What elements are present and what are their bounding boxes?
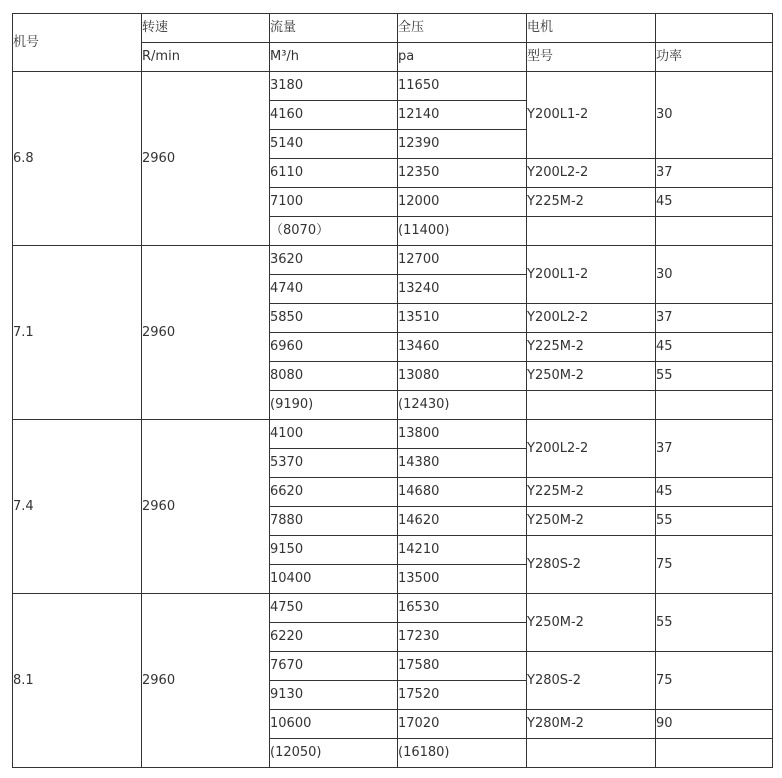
motor-model-cell: Y200L2-2 [527,420,656,478]
machine-no-cell: 7.4 [13,420,142,594]
motor-model-cell [527,391,656,420]
header-pressure-unit: pa [398,43,527,72]
motor-power-cell [656,739,773,768]
motor-power-cell: 55 [656,594,773,652]
motor-model-cell: Y280M-2 [527,710,656,739]
pressure-cell: 12140 [398,101,527,130]
flow-cell: 9130 [270,681,398,710]
table-row [13,420,773,449]
flow-cell: 4740 [270,275,398,304]
pressure-cell: (11400) [398,217,527,246]
header-flow-title: 流量 [270,14,398,43]
pressure-cell: 14210 [398,536,527,565]
motor-model-cell: Y200L1-2 [527,246,656,304]
motor-power-cell: 37 [656,159,773,188]
flow-cell: 6960 [270,333,398,362]
flow-cell: 4750 [270,594,398,623]
pressure-cell: 12350 [398,159,527,188]
pressure-cell: 13800 [398,420,527,449]
flow-cell: 3180 [270,72,398,101]
flow-cell: (9190) [270,391,398,420]
header-motor-title: 电机 [527,14,656,43]
table-body [13,14,773,768]
motor-power-cell: 45 [656,188,773,217]
speed-cell: 2960 [142,72,270,246]
fan-spec-table [12,13,773,768]
header-model-label: 型号 [527,43,656,72]
pressure-cell: (12430) [398,391,527,420]
header-flow-unit: M³/h [270,43,398,72]
motor-model-cell: Y280S-2 [527,652,656,710]
motor-power-cell: 30 [656,246,773,304]
motor-power-cell: 75 [656,652,773,710]
header-speed-title: 转速 [142,14,270,43]
pressure-cell: 13240 [398,275,527,304]
motor-power-cell: 55 [656,362,773,391]
flow-cell: 10400 [270,565,398,594]
flow-cell: 4160 [270,101,398,130]
flow-cell: 6220 [270,623,398,652]
pressure-cell: 14380 [398,449,527,478]
pressure-cell: 13500 [398,565,527,594]
motor-power-cell: 55 [656,507,773,536]
motor-model-cell: Y280S-2 [527,536,656,594]
header-motor-blank [656,14,773,43]
flow-cell: 6110 [270,159,398,188]
table-row [13,72,773,101]
pressure-cell: (16180) [398,739,527,768]
motor-model-cell [527,217,656,246]
pressure-cell: 13460 [398,333,527,362]
flow-cell: 5850 [270,304,398,333]
pressure-cell: 17230 [398,623,527,652]
flow-cell: 9150 [270,536,398,565]
flow-cell: (12050) [270,739,398,768]
motor-power-cell: 75 [656,536,773,594]
speed-cell: 2960 [142,594,270,768]
flow-cell: 7100 [270,188,398,217]
flow-cell: 7670 [270,652,398,681]
machine-no-cell: 7.1 [13,246,142,420]
motor-power-cell [656,217,773,246]
flow-cell: 10600 [270,710,398,739]
speed-cell: 2960 [142,420,270,594]
header-machine-no: 机号 [13,14,142,72]
machine-no-cell: 6.8 [13,72,142,246]
pressure-cell: 14680 [398,478,527,507]
pressure-cell: 12390 [398,130,527,159]
flow-cell: 5140 [270,130,398,159]
flow-cell: 8080 [270,362,398,391]
motor-power-cell: 30 [656,72,773,159]
motor-power-cell: 90 [656,710,773,739]
motor-model-cell: Y225M-2 [527,478,656,507]
machine-no-cell: 8.1 [13,594,142,768]
header-row-1 [13,14,773,43]
flow-cell: 3620 [270,246,398,275]
pressure-cell: 16530 [398,594,527,623]
motor-power-cell [656,391,773,420]
flow-cell: 4100 [270,420,398,449]
pressure-cell: 14620 [398,507,527,536]
flow-cell: 6620 [270,478,398,507]
motor-model-cell: Y225M-2 [527,333,656,362]
pressure-cell: 12000 [398,188,527,217]
motor-model-cell: Y200L1-2 [527,72,656,159]
pressure-cell: 13080 [398,362,527,391]
flow-cell: （8070） [270,217,398,246]
motor-model-cell: Y200L2-2 [527,304,656,333]
motor-model-cell: Y250M-2 [527,362,656,391]
header-pressure-title: 全压 [398,14,527,43]
motor-power-cell: 37 [656,420,773,478]
speed-cell: 2960 [142,246,270,420]
flow-cell: 7880 [270,507,398,536]
header-speed-unit: R/min [142,43,270,72]
motor-power-cell: 45 [656,478,773,507]
pressure-cell: 17520 [398,681,527,710]
motor-model-cell: Y250M-2 [527,594,656,652]
pressure-cell: 12700 [398,246,527,275]
motor-model-cell [527,739,656,768]
header-power-label: 功率 [656,43,773,72]
pressure-cell: 17580 [398,652,527,681]
motor-power-cell: 37 [656,304,773,333]
pressure-cell: 11650 [398,72,527,101]
motor-model-cell: Y250M-2 [527,507,656,536]
table-row [13,246,773,275]
table-row [13,594,773,623]
motor-model-cell: Y200L2-2 [527,159,656,188]
flow-cell: 5370 [270,449,398,478]
pressure-cell: 17020 [398,710,527,739]
pressure-cell: 13510 [398,304,527,333]
motor-model-cell: Y225M-2 [527,188,656,217]
motor-power-cell: 45 [656,333,773,362]
